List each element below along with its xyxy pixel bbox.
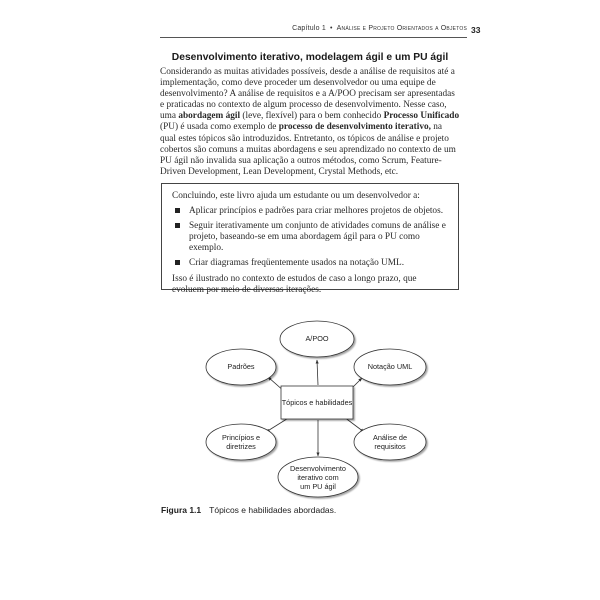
- figure-caption-text: Tópicos e habilidades abordadas.: [209, 505, 337, 515]
- figure-label: Figura 1.1: [161, 505, 202, 515]
- node-uml-label: Notação UML: [367, 362, 413, 371]
- figure-caption: [161, 505, 336, 515]
- node-analise-label-1: Análise de: [372, 433, 408, 442]
- node-apoo-label: A/POO: [305, 334, 329, 343]
- node-padroes: [206, 349, 276, 385]
- box-item-text: Seguir iterativamente um conjunto de atividades comuns de análise e projeto, baseando-se em uma abordagem ágil para o PU como exemplo.: [189, 221, 446, 254]
- box-item-text: Aplicar princípios e padrões para criar melhores projetos de objetos.: [189, 206, 444, 217]
- node-principios-label-2: diretrizes: [226, 442, 256, 451]
- node-analise: [354, 424, 426, 460]
- paragraph-text-4: na qual estes tópicos são introduzidos. Entretanto, os tópicos de análise e projeto cobertos são comuns a muitas abordagens e seu aprendizado no contexto de um PU ágil não invalida sua aplicação a outros métodos, como Scrum, Feature-Driven Development, Lean Development, Crystal Methods, etc.: [160, 122, 456, 177]
- box-intro: Concluindo, este livro ajuda um estudante ou um desenvolvedor a:: [172, 191, 420, 201]
- node-desenvolvimento-label-2: iterativo com: [297, 473, 339, 482]
- node-apoo: [280, 321, 354, 357]
- node-desenvolvimento-label-1: Desenvolvimento: [290, 464, 346, 473]
- term-processo-iterativo: processo de desenvolvimento iterativo,: [278, 122, 431, 133]
- node-principios-label-1: Princípios e: [221, 433, 261, 442]
- box-item-text: Criar diagramas freqüentemente usados na notação UML.: [189, 258, 405, 269]
- arrow-to-apoo: [317, 360, 318, 385]
- chapter-title: Análise e Projeto Orientados a Objetos: [336, 25, 467, 32]
- node-padroes-label: Padrões: [227, 362, 255, 371]
- box-outro: Isso é ilustrado no contexto de estudos de caso a longo prazo, que evoluem por meio de diversas iterações.: [172, 273, 417, 295]
- chapter-label: Capítulo 1: [292, 25, 326, 32]
- paragraph-text-2: (leve, flexível) para o bem conhecido: [240, 111, 384, 122]
- center-node-label: Tópicos e habilidades: [281, 398, 353, 407]
- term-processo-unificado: Processo Unificado: [383, 111, 460, 122]
- header-separator: •: [329, 25, 333, 32]
- node-uml: [354, 349, 426, 385]
- node-desenvolvimento: [278, 457, 358, 497]
- page-number: 33: [471, 25, 481, 35]
- paragraph-text-3: (PU) é usada como exemplo de: [160, 122, 279, 133]
- section-title: Desenvolvimento iterativo, modelagem ágil e um PU ágil: [171, 52, 449, 63]
- node-principios: [206, 424, 276, 460]
- paragraph-text-1: Considerando as muitas atividades possíveis, desde a análise de requisitos até a implementação, como deve proceder um desenvolvedor ou uma equipe de desenvolvimento? A análise de requisitos e a A/POO precisam ser apresentadas e praticadas no contexto de algum processo de desenvolvimento. Nesse caso, uma: [160, 67, 455, 122]
- term-abordagem-agil: abordagem ágil: [178, 111, 241, 122]
- center-node: [281, 386, 353, 419]
- node-desenvolvimento-label-3: um PU ágil: [300, 482, 336, 491]
- node-analise-label-2: requisitos: [374, 442, 406, 451]
